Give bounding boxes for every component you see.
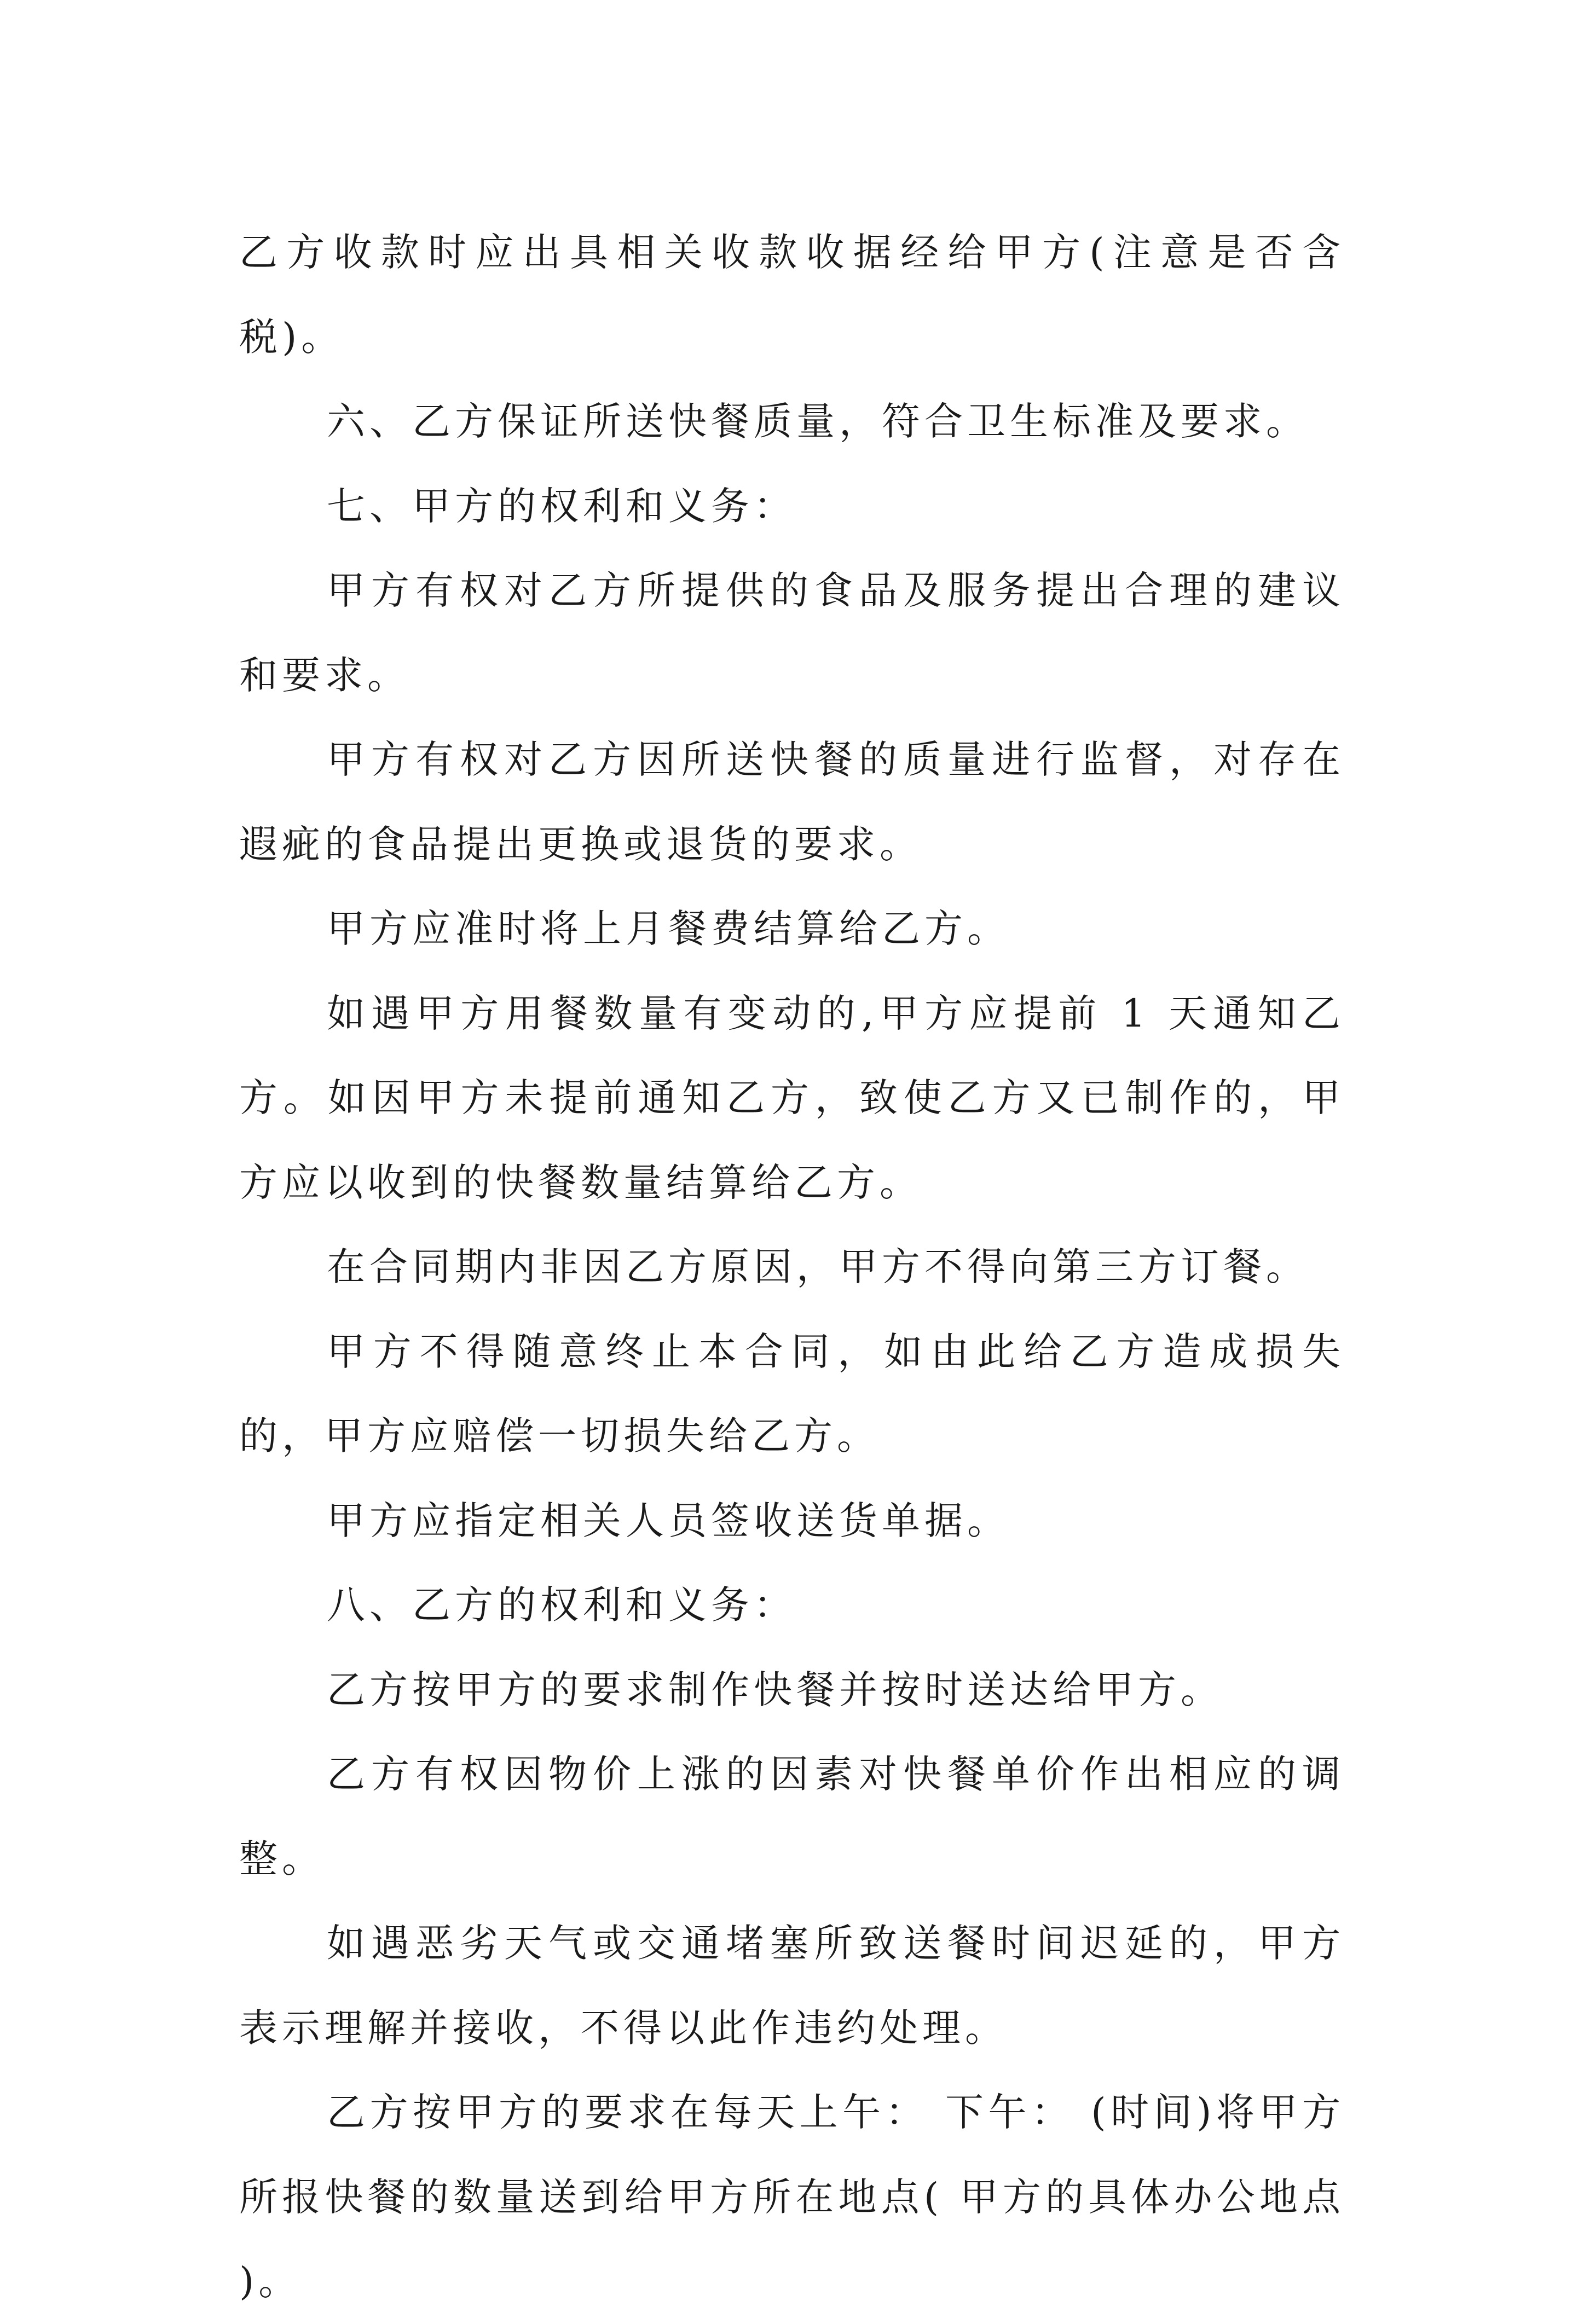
paragraph: 乙方按甲方的要求在每天上午： 下午： (时间)将甲方所报快餐的数量送到给甲方所在地点( 甲方的具体办公地点 )。 [239, 2090, 1345, 2304]
paragraph: 如遇恶劣天气或交通堵塞所致送餐时间迟延的，甲方表示理解并接收，不得以此作违约处理。 [239, 1921, 1345, 2050]
paragraph: 甲方有权对乙方所提供的食品及服务提出合理的建议和要求。 [239, 568, 1345, 698]
paragraph: 在合同期内非因乙方原因，甲方不得向第三方订餐。 [327, 1244, 1309, 1289]
paragraph: 乙方收款时应出具相关收款收据经给甲方(注意是否含税)。 [239, 230, 1345, 360]
section-eight-heading: 八、乙方的权利和义务： [327, 1583, 796, 1627]
paragraph: 乙方有权因物价上涨的因素对快餐单价作出相应的调整。 [239, 1752, 1345, 1881]
document-body [239, 210, 1345, 2324]
paragraph: 甲方应指定相关人员签收送货单据。 [327, 1498, 1010, 1543]
section-seven-heading: 七、甲方的权利和义务： [327, 483, 796, 529]
section-six-paragraph: 六、乙方保证所送快餐质量，符合卫生标准及要求。 [327, 399, 1309, 444]
paragraph: 乙方按甲方的要求制作快餐并按时送达给甲方。 [327, 1667, 1223, 1712]
paragraph: 甲方不得随意终止本合同，如由此给乙方造成损失的，甲方应赔偿一切损失给乙方。 [239, 1329, 1345, 1458]
paragraph: 如遇甲方用餐数量有变动的,甲方应提前 1 天通知乙方。如因甲方未提前通知乙方，致使乙方又已制作的，甲方应以收到的快餐数量结算给乙方。 [239, 990, 1345, 1205]
paragraph: 甲方有权对乙方因所送快餐的质量进行监督，对存在遐疵的食品提出更换或退货的要求。 [239, 737, 1345, 867]
paragraph: 甲方应准时将上月餐费结算给乙方。 [327, 906, 1010, 951]
